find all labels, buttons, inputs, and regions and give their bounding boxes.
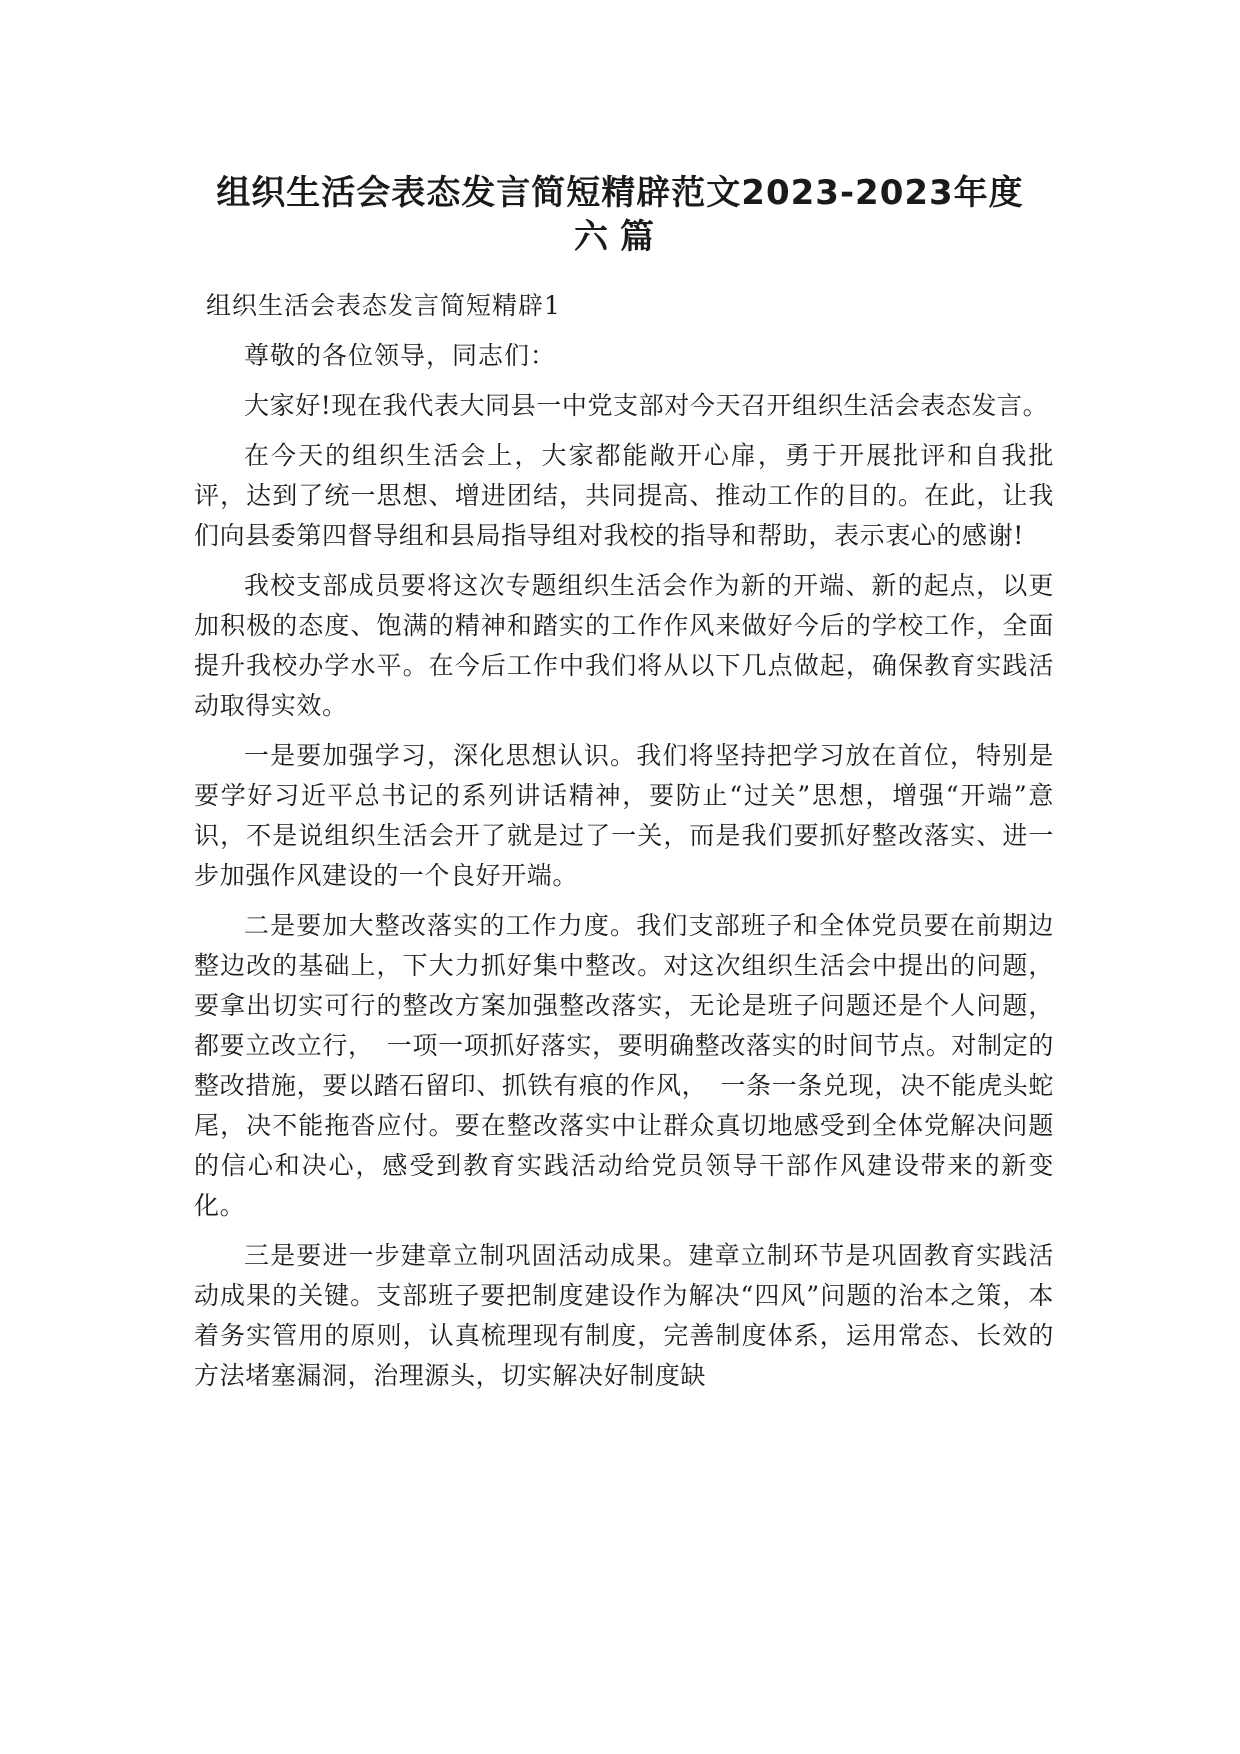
paragraph-point-three: 三是要进一步建章立制巩固活动成果。建章立制环节是巩固教育实践活动成果的关键。支部班子要把制度建设作为解决“四风”问题的治本之策，本着务实管用的原则，认真梳理现有制度，完善制度体系，运用常态、长效的方法堵塞漏洞，治理源头，切实解决好制度缺 xyxy=(194,1241,1054,1390)
paragraph-thanks: 在今天的组织生活会上，大家都能敞开心扉，勇于开展批评和自我批评，达到了统一思想、增进团结，共同提高、推动工作的目的。在此，让我们向县委第四督导组和县局指导组对我校的指导和帮助，表示衷心的感谢! xyxy=(194,441,1054,550)
paragraph-commitment: 我校支部成员要将这次专题组织生活会作为新的开端、新的起点，以更加积极的态度、饱满的精神和踏实的工作作风来做好今后的学校工作，全面提升我校办学水平。在今后工作中我们将从以下几点做起，确保教育实践活动取得实效。 xyxy=(194,571,1054,720)
document-title-line-1: 组织生活会表态发言简短精辟范文2023-2023年度 xyxy=(216,172,1024,213)
paragraph-point-one: 一是要加强学习，深化思想认识。我们将坚持把学习放在首位，特别是要学好习近平总书记的系列讲话精神，要防止“过关”思想，增强“开端”意识，不是说组织生活会开了就是过了一关，而是我们要抓好整改落实、进一步加强作风建设的一个良好开端。 xyxy=(194,741,1054,890)
salutation: 尊敬的各位领导，同志们： xyxy=(244,341,557,370)
document-body xyxy=(194,286,1054,1406)
document-title-line-2: 六篇 xyxy=(574,216,666,257)
document-title xyxy=(195,171,1045,259)
paragraph-opening: 大家好!现在我代表大同县一中党支部对今天召开组织生活会表态发言。 xyxy=(244,391,1049,420)
paragraph-point-two: 二是要加大整改落实的工作力度。我们支部班子和全体党员要在前期边整边改的基础上，下大力抓好集中整改。对这次组织生活会中提出的问题，要拿出切实可行的整改方案加强整改落实，无论是班子问题还是个人问题，都要立改立行， 一项一项抓好落实，要明确整改落实的时间节点。对制定的整改措施，要以踏石留印、抓铁有痕的作风， 一条一条兑现，决不能虎头蛇尾，决不能拖沓应付。要在整改落实中让群众真切地感受到全体党解决问题的信心和决心，感受到教育实践活动给党员领导干部作风建设带来的新变化。 xyxy=(194,911,1054,1220)
section-heading: 组织生活会表态发言简短精辟1 xyxy=(206,291,561,320)
